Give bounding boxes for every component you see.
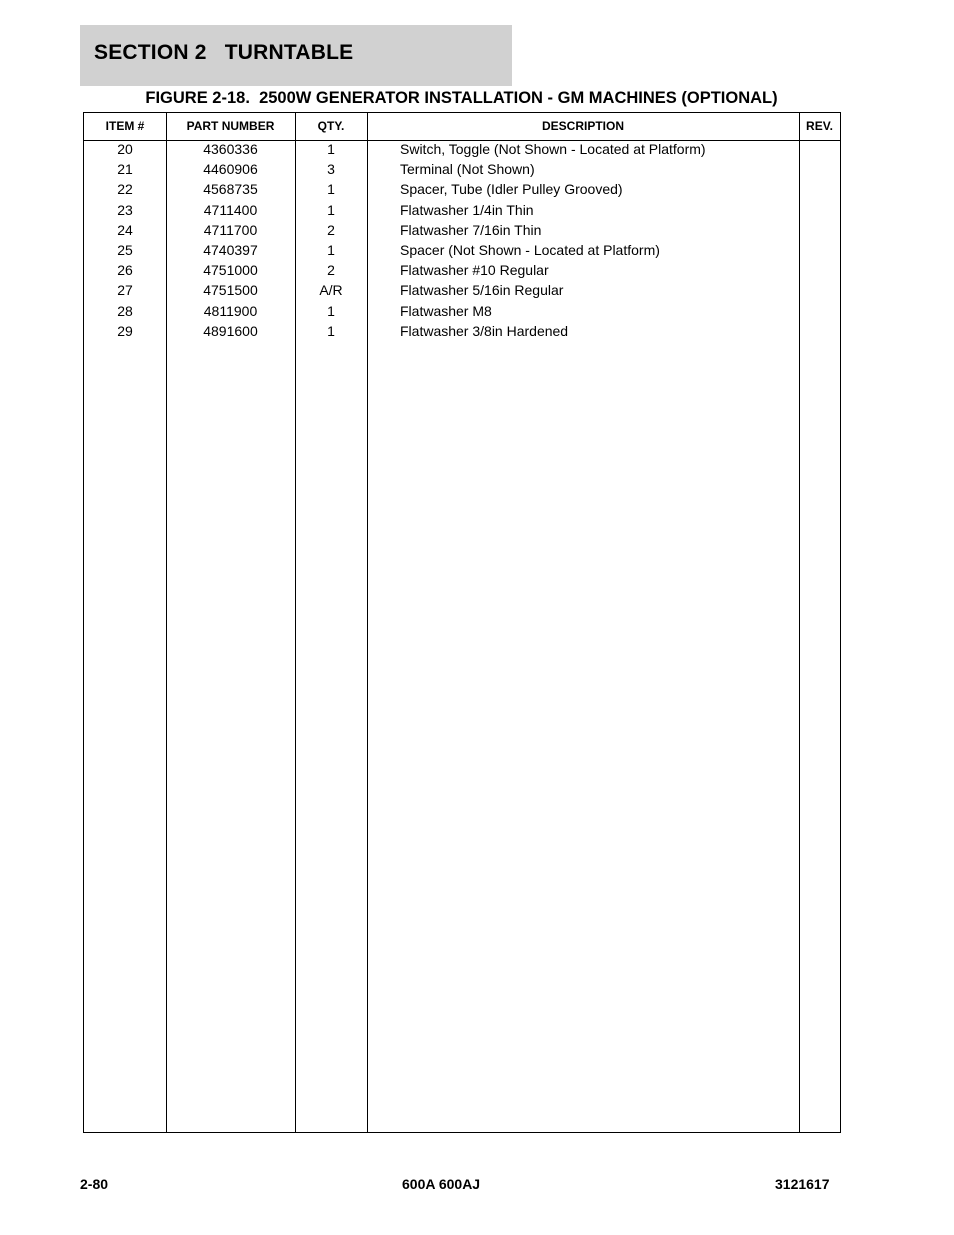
table-row [84,179,840,199]
cell-qty: 1 [327,302,335,319]
cell-item: 26 [117,262,133,279]
cell-part-number: 4460906 [203,161,258,178]
table-row [84,301,840,321]
doc-number: 3121617 [775,1176,830,1192]
cell-part-number: 4751000 [203,262,258,279]
cell-description: Spacer (Not Shown - Located at Platform) [400,242,660,258]
cell-description: Flatwasher 3/8in Hardened [400,322,569,339]
cell-description: Flatwasher 7/16in Thin [400,221,542,238]
cell-part-number: 4751500 [203,282,258,299]
cell-qty: 1 [327,141,335,157]
cell-part-number: 4811900 [203,302,258,319]
cell-qty: 3 [327,161,335,178]
table-row [84,321,840,341]
parts-table [83,112,841,1133]
section-title: SECTION 2 TURNTABLE [94,41,354,64]
cell-part-number: 4568735 [203,181,258,198]
model-label: 600A 600AJ [402,1176,481,1192]
table-row [84,220,840,240]
section-banner [80,25,512,86]
table-row [84,260,840,280]
cell-description: Flatwasher 5/16in Regular [400,282,564,299]
cell-description: Switch, Toggle (Not Shown - Located at Platform) [400,141,706,157]
table-row [84,159,840,179]
cell-description: Terminal (Not Shown) [400,161,535,178]
table-row [84,200,840,220]
cell-qty: 2 [327,221,335,238]
cell-part-number: 4740397 [203,242,258,258]
cell-qty: 1 [327,242,335,258]
cell-item: 24 [117,221,133,238]
cell-item: 20 [117,141,133,157]
cell-item: 25 [117,242,133,258]
cell-item: 23 [117,201,133,218]
cell-part-number: 4891600 [203,322,258,339]
header-description: DESCRIPTION [541,119,624,133]
cell-qty: 2 [327,262,335,279]
table-row [84,240,840,260]
header-item: ITEM # [105,119,145,133]
cell-item: 21 [117,161,133,178]
cell-description: Spacer, Tube (Idler Pulley Grooved) [400,181,623,198]
header-qty: QTY. [317,119,345,133]
page-number: 2-80 [80,1176,109,1192]
cell-description: Flatwasher M8 [400,302,492,319]
cell-qty: 1 [327,201,335,218]
cell-part-number: 4360336 [203,141,258,157]
table-row [84,139,840,159]
cell-part-number: 4711400 [203,201,258,218]
cell-description: Flatwasher #10 Regular [400,262,549,279]
table-row [84,280,840,300]
cell-item: 27 [117,282,133,299]
header-part-number: PART NUMBER [186,119,275,133]
cell-item: 22 [117,181,133,198]
cell-qty: 1 [327,181,335,198]
cell-qty: 1 [327,322,335,339]
figure-title: FIGURE 2-18. 2500W GENERATOR INSTALLATION - GM MACHINES (OPTIONAL) [145,89,778,107]
header-rev: REV. [806,119,833,133]
cell-item: 28 [117,302,133,319]
cell-item: 29 [117,322,133,339]
cell-qty: A/R [319,282,343,299]
cell-part-number: 4711700 [203,221,258,238]
cell-description: Flatwasher 1/4in Thin [400,201,534,218]
